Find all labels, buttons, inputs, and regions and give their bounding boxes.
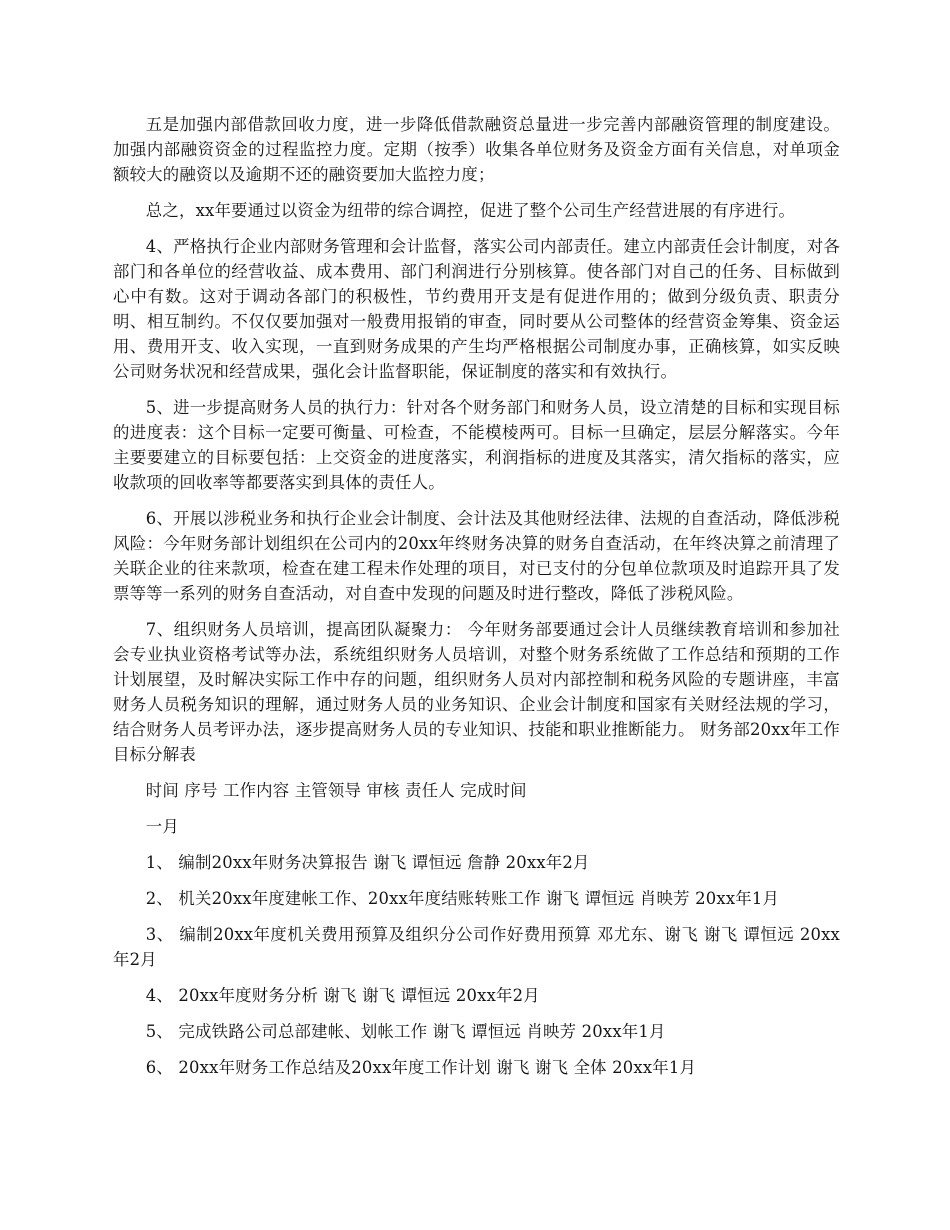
paragraph-summary: 总之，xx年要通过以资金为纽带的综合调控，促进了整个公司生产经营进展的有序进行。 (145, 201, 796, 220)
paragraph-item-6: 6、开展以涉税业务和执行企业会计制度、会计法及其他财经法律、法规的自查活动，降低涉税风险：今年财务部计划组织在公司内的20xx年终财务决算的财务自查活动，在年终决算之前清理了关联企业的往来款项，检查在建工程未作处理的项目，对已支付的分包单位款项及时追踪开具了发票等等一系列的财务自查活动，对自查中发现的问题及时进行整改，降低了涉税风险。 (113, 509, 840, 603)
task-line-1: 1、 编制20xx年财务决算报告 谢飞 谭恒远 詹静 20xx年2月 (145, 853, 590, 872)
month-heading: 一月 (145, 817, 179, 836)
task-line-3: 3、 编制20xx年度机关费用预算及组织分公司作好费用预算 邓尤东、谢飞 谢飞 谭恒远 20xx年2月 (113, 925, 840, 969)
table-header-line: 时间 序号 工作内容 主管领导 审核 责任人 完成时间 (145, 781, 527, 800)
document-page (113, 112, 840, 1091)
task-line-2: 2、 机关20xx年度建帐工作、20xx年度结账转账工作 谢飞 谭恒远 肖映芳 20xx年1月 (145, 889, 780, 908)
paragraph-item-7: 7、组织财务人员培训，提高团队凝聚力： 今年财务部要通过会计人员继续教育培训和参加社会专业执业资格考试等办法，系统组织财务人员培训，对整个财务系统做了工作总结和预期的工作计划展望，及时解决实际工作中存的问题，组织财务人员对内部控制和税务风险的专题讲座，丰富财务人员税务知识的理解，通过财务人员的业务知识、企业会计制度和国家有关财经法规的学习，结合财务人员考评办法，逐步提高财务人员的专业知识、技能和职业推断能力。 财务部20xx年工作目标分解表 (113, 620, 840, 764)
paragraph-item-4: 4、严格执行企业内部财务管理和会计监督，落实公司内部责任。建立内部责任会计制度，对各部门和各单位的经营收益、成本费用、部门利润进行分别核算。使各部门对自己的任务、目标做到心中有数。这对于调动各部门的积极性，节约费用开支是有促进作用的；做到分级负责、职责分明、相互制约。不仅仅要加强对一般费用报销的审查，同时要从公司整体的经营资金筹集、资金运用、费用开支、收入实现，一直到财务成果的产生均严格根据公司制度办事，正确核算，如实反映公司财务状况和经营成果，强化会计监督职能，保证制度的落实和有效执行。 (113, 237, 840, 381)
paragraph-item-5: 5、进一步提高财务人员的执行力：针对各个财务部门和财务人员，设立清楚的目标和实现目标的进度表：这个目标一定要可衡量、可检查，不能模棱两可。目标一旦确定，层层分解落实。今年主要要建立的目标要包括：上交资金的进度落实，利润指标的进度及其落实，清欠指标的落实，应收款项的回收率等都要落实到具体的责任人。 (113, 398, 840, 492)
task-line-4: 4、 20xx年度财务分析 谢飞 谢飞 谭恒远 20xx年2月 (145, 986, 540, 1005)
task-line-5: 5、 完成铁路公司总部建帐、划帐工作 谢飞 谭恒远 肖映芳 20xx年1月 (145, 1022, 666, 1041)
task-line-6: 6、 20xx年财务工作总结及20xx年度工作计划 谢飞 谢飞 全体 20xx年1月 (145, 1058, 697, 1077)
paragraph-internal-loans: 五是加强内部借款回收力度，进一步降低借款融资总量进一步完善内部融资管理的制度建设。加强内部融资资金的过程监控力度。定期（按季）收集各单位财务及资金方面有关信息，对单项金额较大的融资以及逾期不还的融资要加大监控力度； (113, 115, 840, 184)
